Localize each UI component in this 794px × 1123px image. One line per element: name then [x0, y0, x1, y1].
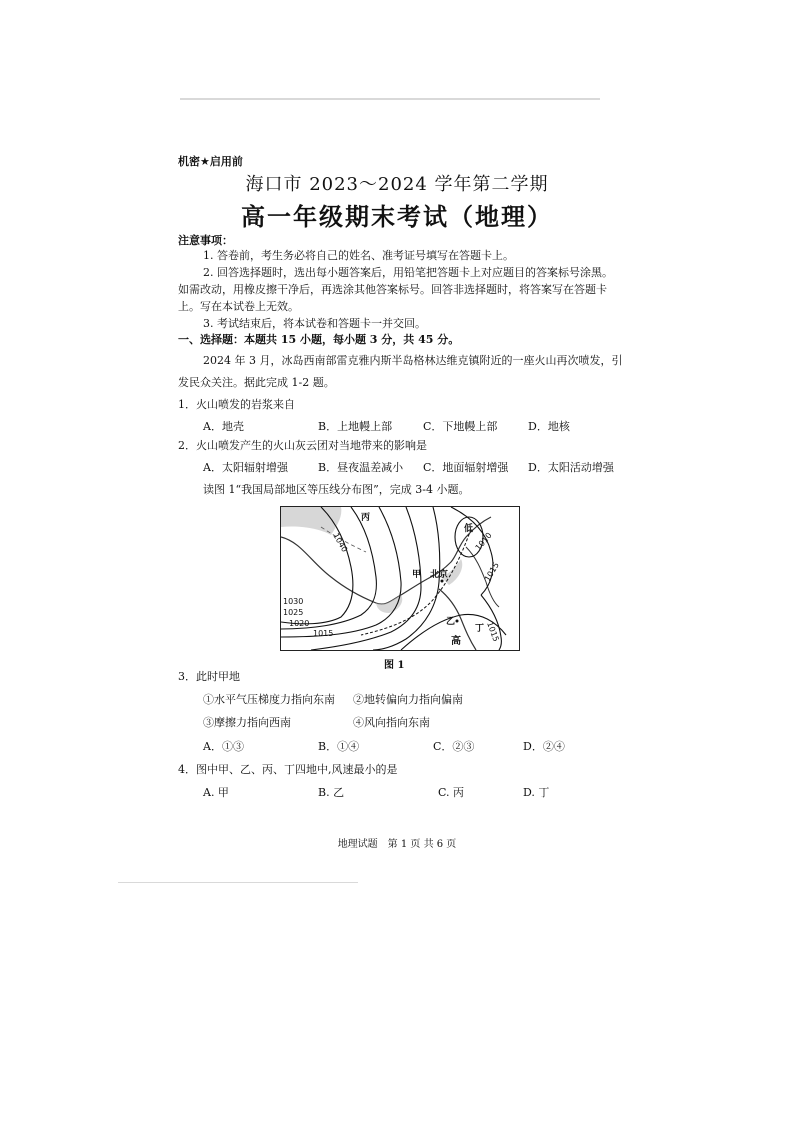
q3-option-c: C．②③	[433, 740, 475, 753]
notice-item-1: 1. 答卷前，考生务必将自己的姓名、准考证号填写在答题卡上。	[203, 249, 514, 262]
q2-option-b: B．昼夜温差减小	[318, 461, 404, 474]
page-footer: 地理试题 第 1 页 共 6 页	[337, 839, 457, 850]
q3-option-d: D．②④	[523, 740, 565, 753]
label-yi: 乙	[446, 617, 456, 627]
yi-point	[456, 620, 459, 623]
scan-edge-bottom	[118, 882, 358, 883]
notice-heading: 注意事项：	[178, 234, 233, 247]
isobar-1015-b: 1015	[482, 560, 501, 583]
notice-item-2-line-2: 如需改动，用橡皮擦干净后，再选涂其他答案标号。回答非选择题时，将答案写在答题卡	[178, 283, 607, 296]
isobar-1015-a: 1015	[313, 629, 334, 638]
label-ding: 丁	[475, 624, 485, 634]
isobar-1030: 1030	[283, 597, 304, 606]
q2-option-a: A．太阳辐射增强	[203, 461, 288, 474]
question-2-stem: 2．火山喷发产生的火山灰云团对当地带来的影响是	[178, 439, 427, 452]
q4-option-b: B. 乙	[318, 786, 345, 799]
q4-option-c: C. 丙	[438, 786, 465, 799]
question-4-stem: 4．图中甲、乙、丙、丁四地中,风速最小的是	[178, 763, 398, 776]
question-1-stem: 1．火山喷发的岩浆来自	[178, 398, 295, 411]
label-beijing: 北京	[430, 570, 449, 580]
isobar-1040: 1040	[331, 531, 350, 554]
section-1-heading: 一、选择题：本题共 15 小题，每小题 3 分，共 45 分。	[178, 333, 460, 346]
section-1-intro-line-1: 2024 年 3 月，冰岛西南部雷克雅内斯半岛格林达维克镇附近的一座火山再次喷发，引	[203, 354, 623, 367]
q3-statement-4: ④风向指向东南	[353, 716, 430, 729]
question-3-stem: 3．此时甲地	[178, 670, 240, 683]
label-jia: 甲	[412, 570, 422, 580]
beijing-star	[441, 580, 444, 583]
q3-option-b: B．①④	[318, 740, 360, 753]
exam-subject-title: 高一年级期末考试（地理）	[241, 202, 553, 231]
q3-statement-2: ②地转偏向力指向偏南	[353, 693, 463, 706]
section-1-intro-line-2: 发民众关注。据此完成 1-2 题。	[178, 376, 335, 389]
q1-option-c: C．下地幔上部	[423, 420, 498, 433]
q3-option-a: A．①③	[203, 740, 244, 753]
label-bing: 丙	[361, 513, 371, 523]
label-di: 低	[464, 524, 474, 534]
label-gao: 高	[451, 636, 461, 647]
q3-statement-1: ①水平气压梯度力指向东南	[203, 693, 335, 706]
q2-option-c: C．地面辐射增强	[423, 461, 509, 474]
isobar-1020: 1020	[289, 619, 310, 628]
q2-option-d: D．太阳活动增强	[528, 461, 614, 474]
isobar-1010: 1010	[473, 530, 494, 553]
notice-item-2-line-1: 2. 回答选择题时，选出每小题答案后，用铅笔把答题卡上对应题目的答案标号涂黑。	[203, 266, 613, 279]
notice-item-2-line-3: 上。写在本试卷上无效。	[178, 300, 299, 313]
q1-option-b: B．上地幔上部	[318, 420, 393, 433]
confidential-mark: 机密★启用前	[178, 155, 243, 168]
isobar-map	[280, 506, 520, 651]
notice-item-3: 3. 考试结束后，将本试卷和答题卡一并交回。	[203, 317, 426, 330]
q1-option-d: D．地核	[528, 420, 570, 433]
figure-intro: 读图 1“我国局部地区等压线分布图”，完成 3-4 小题。	[203, 483, 470, 496]
isobar-1025: 1025	[283, 608, 304, 617]
isobar-1015-c: 1015	[485, 620, 501, 643]
q3-statement-3: ③摩擦力指向西南	[203, 716, 291, 729]
scan-edge-top	[180, 98, 600, 100]
q4-option-d: D. 丁	[523, 786, 550, 799]
q1-option-a: A．地壳	[203, 420, 244, 433]
figure-caption: 图 1	[384, 660, 405, 671]
q4-option-a: A. 甲	[203, 786, 229, 799]
coastline	[281, 517, 491, 604]
exam-term-title: 海口市 2023～2024 学年第二学期	[245, 174, 549, 195]
